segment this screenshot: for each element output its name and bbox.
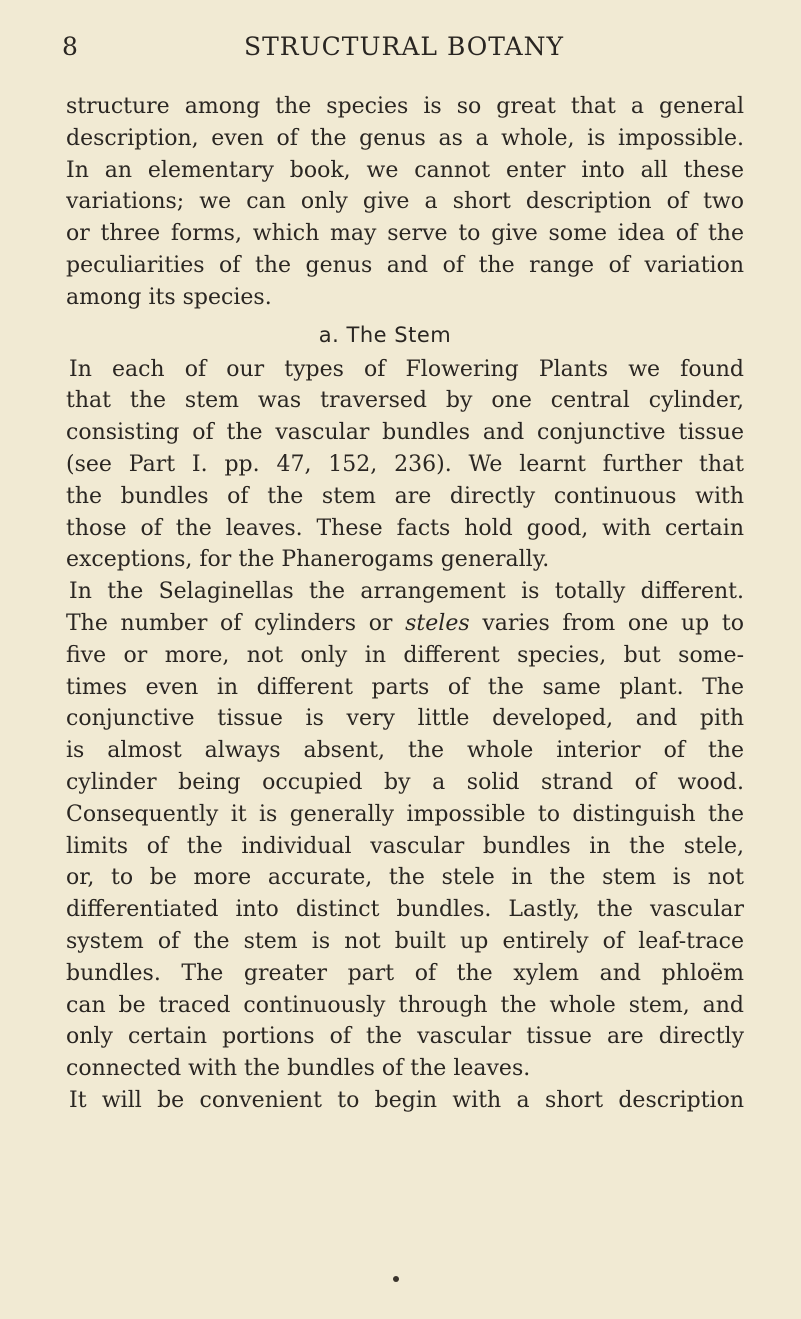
text-line	[66, 608, 744, 640]
text-line: times even in different parts of the same plant. The	[66, 674, 744, 700]
text-line: consisting of the vascular bundles and conjunctive tissue	[66, 420, 744, 446]
italic-term: steles	[405, 610, 470, 636]
text-line: It will be convenient to begin with a short description	[69, 1087, 744, 1113]
text-segment: The number of cylinders or	[66, 610, 393, 636]
text-line: can be traced continuously through the whole stem, and	[66, 992, 744, 1018]
section-heading: a. The Stem	[318, 322, 452, 347]
running-title: STRUCTURAL BOTANY	[243, 32, 565, 61]
page-header	[62, 32, 746, 66]
text-line: five or more, not only in different species, but some-	[66, 642, 744, 668]
text-line: variations; we can only give a short description of two	[66, 189, 744, 215]
text-line: connected with the bundles of the leaves.	[66, 1056, 531, 1082]
text-line: peculiarities of the genus and of the range of variation	[66, 252, 744, 278]
text-line: cylinder being occupied by a solid strand of wood.	[66, 769, 744, 795]
text-line: In an elementary book, we cannot enter into all these	[66, 157, 744, 183]
text-line: or, to be more accurate, the stele in the stem is not	[66, 865, 744, 891]
text-line: conjunctive tissue is very little developed, and pith	[66, 706, 744, 732]
text-line: among its species.	[66, 284, 272, 310]
text-line: (see Part I. pp. 47, 152, 236). We learnt further that	[66, 451, 744, 477]
text-line: description, even of the genus as a whole, is impossible.	[66, 125, 744, 151]
text-line: bundles. The greater part of the xylem and phloëm	[66, 960, 744, 986]
page-number: 8	[62, 32, 79, 61]
printer-mark	[393, 1276, 399, 1282]
text-segment: varies from one up to	[482, 610, 744, 636]
text-line: In the Selaginellas the arrangement is totally different.	[69, 579, 744, 605]
text-line: structure among the species is so great that a general	[66, 94, 744, 119]
text-line: differentiated into distinct bundles. Lastly, the vascular	[66, 897, 744, 923]
text-line: Consequently it is generally impossible to distinguish the	[66, 801, 744, 827]
text-line: the bundles of the stem are directly continuous with	[66, 483, 744, 509]
text-line: those of the leaves. These facts hold good, with certain	[66, 515, 744, 541]
text-line: exceptions, for the Phanerogams generally.	[66, 547, 550, 573]
text-line: limits of the individual vascular bundles in the stele,	[66, 833, 744, 859]
text-line: or three forms, which may serve to give some idea of the	[66, 221, 744, 247]
text-line: only certain portions of the vascular tissue are directly	[66, 1024, 744, 1050]
body-text	[66, 91, 744, 1117]
text-line: that the stem was traversed by one central cylinder,	[66, 388, 744, 414]
text-line: is almost always absent, the whole interior of the	[66, 738, 744, 764]
text-line: In each of our types of Flowering Plants we found	[69, 356, 744, 382]
text-line: system of the stem is not built up entirely of leaf-trace	[66, 928, 744, 954]
